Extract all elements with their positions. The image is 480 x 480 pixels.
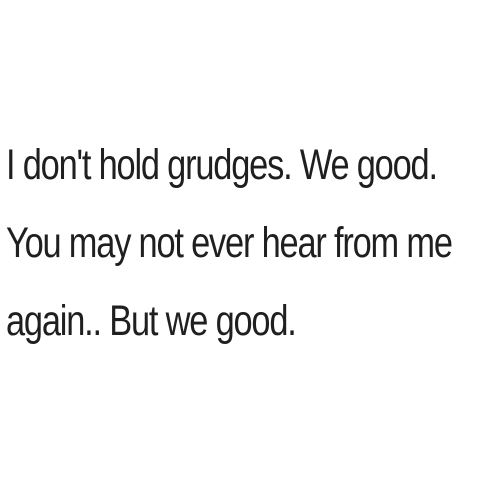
quote-line-2: You may not ever hear from me [6,219,452,267]
quote-line-3: again.. But we good. [6,297,296,345]
quote-line-1: I don't hold grudges. We good. [6,141,437,189]
quote-text [6,126,452,360]
